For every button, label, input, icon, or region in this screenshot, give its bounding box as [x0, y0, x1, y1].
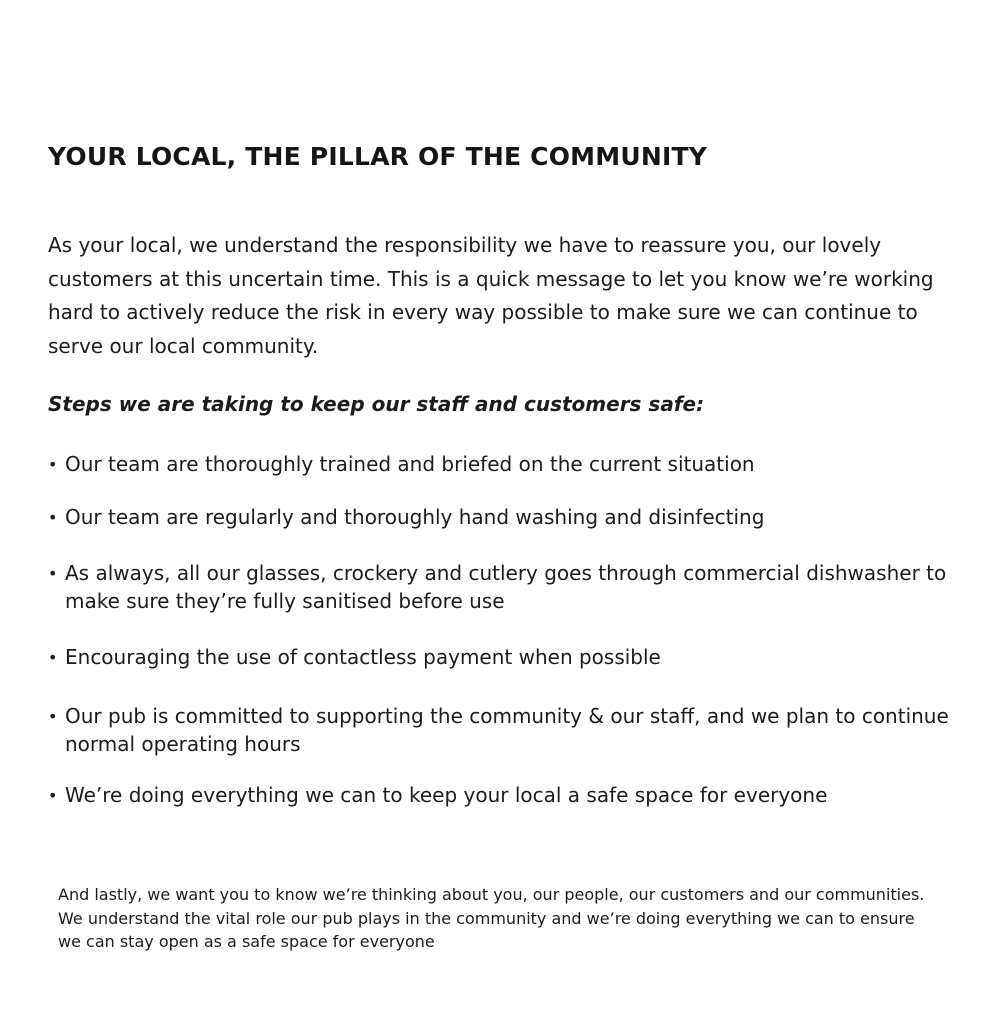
- list-item-text: We’re doing everything we can to keep your local a safe space for everyone: [65, 783, 828, 807]
- list-item-text: As always, all our glasses, crockery and cutlery goes through commercial dishwasher to make sure they’re fully sanitised before use: [65, 561, 947, 613]
- list-item: [48, 451, 968, 479]
- list-item: [48, 560, 968, 615]
- list-item-text: Encouraging the use of contactless payment when possible: [65, 645, 661, 669]
- bullet-icon: •: [48, 707, 58, 726]
- intro-paragraph: As your local, we understand the responsibility we have to reassure you, our lovely customers at this uncertain time. This is a quick message to let you know we’re working hard to actively reduce the risk in every way possible to make sure we can continue to serve our local community.: [48, 233, 934, 358]
- list-item: [48, 703, 968, 758]
- bullet-icon: •: [48, 508, 58, 527]
- closing-paragraph: And lastly, we want you to know we’re thinking about you, our people, our customers and our communities. We understand the vital role our pub plays in the community and we’re doing everything we can to ensure we can stay open as a safe space for everyone: [58, 885, 925, 951]
- steps-heading: Steps we are taking to keep our staff and customers safe:: [48, 392, 705, 416]
- list-item-text: Our pub is committed to supporting the community & our staff, and we plan to continue normal operating hours: [65, 704, 949, 756]
- list-item: [48, 504, 968, 532]
- list-item: [48, 782, 968, 810]
- bullet-icon: •: [48, 455, 58, 474]
- bullet-icon: •: [48, 564, 58, 583]
- bullet-icon: •: [48, 786, 58, 805]
- list-item: [48, 644, 968, 672]
- list-item-text: Our team are regularly and thoroughly hand washing and disinfecting: [65, 505, 765, 529]
- notice-title: YOUR LOCAL, THE PILLAR OF THE COMMUNITY: [48, 142, 708, 171]
- bullet-icon: •: [48, 648, 58, 667]
- list-item-text: Our team are thoroughly trained and briefed on the current situation: [65, 452, 755, 476]
